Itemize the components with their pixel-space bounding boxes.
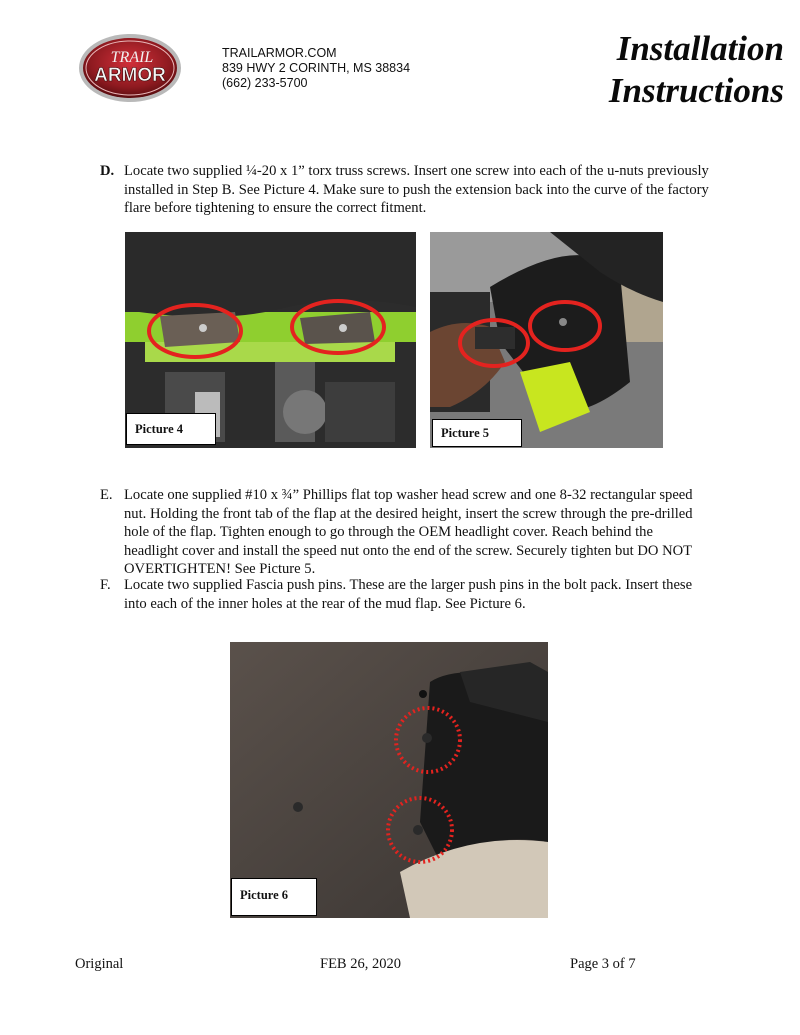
- footer-date: FEB 26, 2020: [320, 956, 401, 972]
- logo-text-bottom: ARMOR: [94, 65, 166, 86]
- trail-armor-logo: [78, 32, 182, 104]
- step-e: [100, 486, 710, 579]
- document-title: [609, 28, 784, 112]
- step-d-letter: D.: [100, 163, 115, 179]
- footer-revision: Original: [75, 956, 124, 972]
- picture-5-photo: [430, 232, 663, 448]
- step-d: [100, 162, 710, 218]
- step-e-letter: E.: [100, 487, 113, 503]
- website-text: TRAILARMOR.COM: [222, 46, 337, 60]
- company-contact: [222, 46, 410, 91]
- logo-text-top: TRAIL: [110, 49, 154, 66]
- title-line-1: Installation: [616, 29, 784, 68]
- picture-6-photo: [230, 642, 548, 918]
- step-f-text: Locate two supplied Fascia push pins. These are the larger push pins in the bolt pack. Insert these into each of the inner holes at the rear of the mud flap. See Picture 6.: [124, 577, 693, 612]
- picture-4-caption: Picture 4: [126, 413, 216, 445]
- title-line-2: Instructions: [608, 71, 784, 110]
- picture-6-caption: Picture 6: [231, 878, 317, 916]
- footer-page-number: Page 3 of 7: [570, 956, 636, 972]
- address-text: 839 HWY 2 CORINTH, MS 38834: [222, 61, 411, 75]
- step-d-text: Locate two supplied ¼-20 x 1” torx truss screws. Insert one screw into each of the u-nuts previously installed in Step B. See Picture 4. Make sure to push the extension back into the curve of the factory flare before tightening to ensure the correct fitment.: [124, 163, 709, 216]
- phone-text: (662) 233-5700: [222, 76, 308, 90]
- picture-5-caption: Picture 5: [432, 419, 522, 447]
- step-f-letter: F.: [100, 577, 111, 593]
- step-e-text: Locate one supplied #10 x ¾” Phillips flat top washer head screw and one 8-32 rectangular speed nut. Holding the front tab of the flap at the desired height, insert the screw through the pre-drilled hole of the flap. Tighten enough to go through the OEM headlight cover. Reach behind the headlight cover and install the speed nut onto the end of the screw. Securely tighten but DO NOT OVERTIGHTEN! See Picture 5.: [124, 487, 693, 577]
- step-f: [100, 576, 710, 613]
